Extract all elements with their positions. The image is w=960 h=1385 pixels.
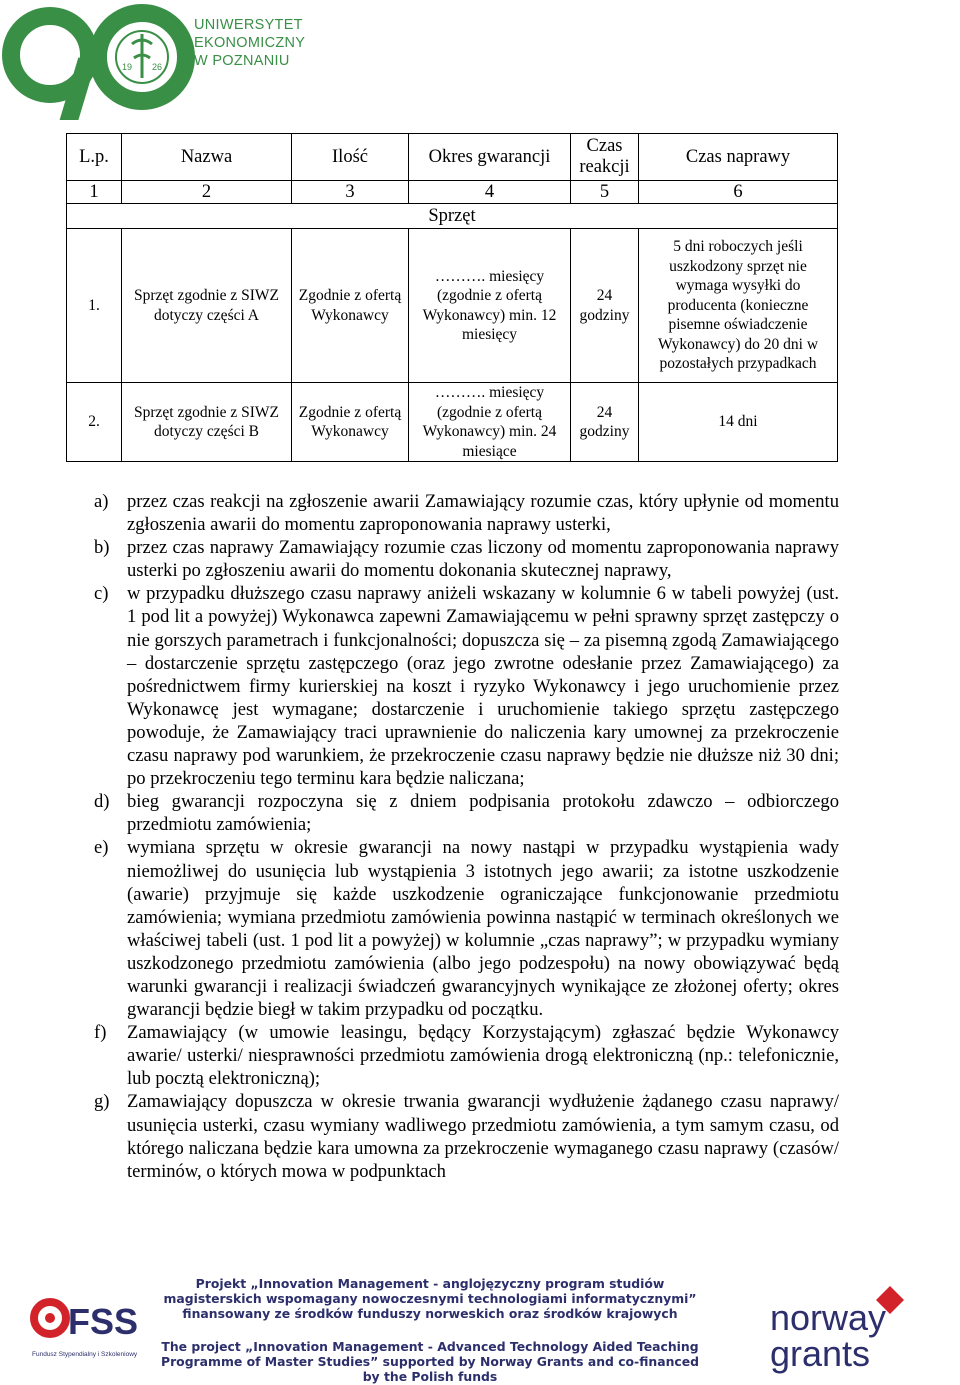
table-row bbox=[67, 229, 838, 383]
norway-text: norway bbox=[770, 1297, 887, 1338]
list-item bbox=[94, 582, 839, 790]
table-number-row bbox=[67, 181, 838, 204]
col-number: 3 bbox=[292, 181, 409, 204]
grants-text: grants bbox=[770, 1333, 871, 1374]
cell-lp: 1. bbox=[67, 229, 122, 383]
cell-name: Sprzęt zgodnie z SIWZ dotyczy części B bbox=[122, 383, 292, 462]
caduceus-icon bbox=[132, 34, 152, 78]
logo-year-left: 19 bbox=[122, 62, 133, 72]
item-label: e) bbox=[94, 837, 109, 859]
footer-funding-info bbox=[150, 1276, 710, 1384]
list-item bbox=[94, 1090, 839, 1182]
item-text: przez czas naprawy Zamawiający rozumie czas liczony od momentu zaproponowania naprawy usterki po zgłoszeniu awarii do momentu dokonania skutecznej naprawy, bbox=[127, 537, 839, 582]
item-label: c) bbox=[94, 583, 109, 605]
cell-qty: Zgodnie z ofertą Wykonawcy bbox=[292, 383, 409, 462]
logo-90-graphic bbox=[0, 0, 200, 120]
cell-repair: 14 dni bbox=[639, 383, 838, 462]
item-label: g) bbox=[94, 1091, 110, 1113]
cell-warranty: ………. miesięcy (zgodnie z ofertą Wykonawcy) min. 24 miesiące bbox=[409, 383, 571, 462]
item-label: a) bbox=[94, 491, 109, 512]
item-text: Zamawiający dopuszcza w okresie trwania gwarancji wydłużenie żądanego czasu naprawy/ usunięcia usterki, czasu wymiany wadliwego przedmiotu zamówienia, a tym samym czasu, od którego naliczana będzie kara umowna za przekroczenie wymaganego czasu naprawy (czasów/ terminów, o których mowa w podpunktach bbox=[127, 1091, 839, 1182]
fss-caption: Fundusz Stypendialny i Szkoleniowy bbox=[32, 1351, 138, 1358]
terms-list bbox=[94, 490, 839, 1183]
university-name-line: W POZNANIU bbox=[194, 53, 290, 69]
footer-line-pl: magisterskich wspomagany nowoczesnymi technologiami informatycznymi” bbox=[163, 1291, 697, 1306]
cell-repair: 5 dni roboczych jeśli uszkodzony sprzęt nie wymaga wysyłki do producenta (konieczne pisemne oświadczenie Wykonawcy) do 20 dni w pozostałych przypadkach bbox=[639, 229, 838, 383]
item-text: wymiana sprzętu w okresie gwarancji na nowy nastąpi w przypadku wystąpienia wady niemożliwej do usunięcia lub wystąpienia 3 istotnych jego awarii; za istotne uszkodzenie (awarie) przyjmuje się każde uszkodzenie ograniczające funkcjonowanie przedmiotu zamówienia; wymiana przedmiotu zamówienia powinna nastąpić w terminach określonych we właściwej tabeli (ust. 1 pod lit a powyżej) w kolumnie „czas naprawy”; w przypadku wymiany uszkodzonego przedmiotu zamówienia (albo jego podzespołu) na nowy obowiązywać będą warunki gwarancji i realizacji świadczeń gwarancyjnych wynikające ze złożonej oferty; okres gwarancji będzie biegł w takim przypadku od początku. bbox=[127, 837, 839, 1021]
footer-line-en: The project „Innovation Management - Advanced Technology Aided Teaching bbox=[161, 1339, 699, 1354]
norway-grants-icon bbox=[770, 1278, 940, 1378]
footer-line-pl: finansowany ze środków funduszy norweskich oraz środków krajowych bbox=[182, 1306, 678, 1321]
header-name: Nazwa bbox=[122, 134, 292, 181]
footer-line-en: by the Polish funds bbox=[362, 1369, 498, 1384]
header-lp: L.p. bbox=[67, 134, 122, 181]
header-reaction: Czas reakcji bbox=[571, 134, 639, 181]
footer-line-pl: Projekt „Innovation Management - anglojęzyczny program studiów bbox=[195, 1276, 665, 1291]
fss-logo bbox=[28, 1284, 148, 1380]
university-name-line: EKONOMICZNY bbox=[194, 35, 306, 51]
header-warranty: Okres gwarancji bbox=[409, 134, 571, 181]
university-logo bbox=[0, 0, 320, 120]
norway-grants-logo bbox=[770, 1278, 940, 1378]
item-label: d) bbox=[94, 791, 110, 813]
table-row bbox=[67, 383, 838, 462]
cell-qty: Zgodnie z ofertą Wykonawcy bbox=[292, 229, 409, 383]
list-item bbox=[94, 790, 839, 836]
logo-year-right: 26 bbox=[152, 62, 163, 72]
item-text: bieg gwarancji rozpoczyna się z dniem podpisania protokołu zdawczo – odbiorczego przedmiotu zamówienia; bbox=[127, 791, 839, 836]
col-number: 4 bbox=[409, 181, 571, 204]
list-item bbox=[94, 536, 839, 582]
fss-logo-icon bbox=[28, 1284, 148, 1380]
col-number: 1 bbox=[67, 181, 122, 204]
footer-line-en: Programme of Master Studies” supported by Norway Grants and co-financed bbox=[160, 1354, 700, 1369]
list-item bbox=[94, 1021, 839, 1090]
item-text: w przypadku dłuższego czasu naprawy aniżeli wskazany w kolumnie 6 w tabeli powyżej (ust. 1 pod lit a powyżej) Wykonawca zapewni Zamawiającemu w pełni sprawny sprzęt zastępczy o nie gorszych parametrach i funkcjonalności; dopuszcza się – za pisemną zgodą Zamawiającego – dostarczenie sprzętu zastępczego (oraz jego zwrotne odesłanie przez Zamawiającego) za pośrednictwem firmy kurierskiej na koszt i ryzyko Wykonawcy i jego uruchomienie przez Wykonawcę jest wymagane; dostarczenie i uruchomienie takiego sprzętu zastępczego powoduje, że Zamawiający traci uprawnienie do naliczenia kary umownej za przekroczenie czasu naprawy pod warunkiem, że przekroczenie czasu naprawy będzie nie dłuższe niż 30 dni; po przekroczeniu tego terminu kara będzie naliczana; bbox=[127, 583, 839, 790]
table-header-row bbox=[67, 134, 838, 181]
fss-logo-text: FSS bbox=[68, 1301, 139, 1342]
cell-reaction: 24 godziny bbox=[571, 229, 639, 383]
cell-reaction: 24 godziny bbox=[571, 383, 639, 462]
col-number: 2 bbox=[122, 181, 292, 204]
col-number: 6 bbox=[639, 181, 838, 204]
cell-lp: 2. bbox=[67, 383, 122, 462]
university-name-line: UNIWERSYTET bbox=[194, 17, 303, 33]
section-title: Sprzęt bbox=[67, 204, 838, 229]
list-item bbox=[94, 490, 839, 536]
item-text: przez czas reakcji na zgłoszenie awarii Zamawiający rozumie czas, który upłynie od momentu zgłoszenia awarii do momentu zaproponowania naprawy usterki, bbox=[127, 491, 839, 536]
header-qty: Ilość bbox=[292, 134, 409, 181]
col-number: 5 bbox=[571, 181, 639, 204]
cell-name: Sprzęt zgodnie z SIWZ dotyczy części A bbox=[122, 229, 292, 383]
list-item bbox=[94, 836, 839, 1021]
cell-warranty: ………. miesięcy (zgodnie z ofertą Wykonawcy) min. 12 miesięcy bbox=[409, 229, 571, 383]
item-text: Zamawiający (w umowie leasingu, będący Korzystającym) zgłaszać będzie Wykonawcy awarie/ usterki/ niesprawności przedmiotu zamówienia drogą elektroniczną (np.: telefonicznie, lub pocztą elektroniczną); bbox=[127, 1022, 839, 1090]
item-label: f) bbox=[94, 1022, 107, 1044]
header-repair: Czas naprawy bbox=[639, 134, 838, 181]
university-name bbox=[194, 16, 305, 70]
table-section-row bbox=[67, 204, 838, 229]
warranty-table bbox=[66, 133, 838, 462]
item-label: b) bbox=[94, 537, 110, 559]
